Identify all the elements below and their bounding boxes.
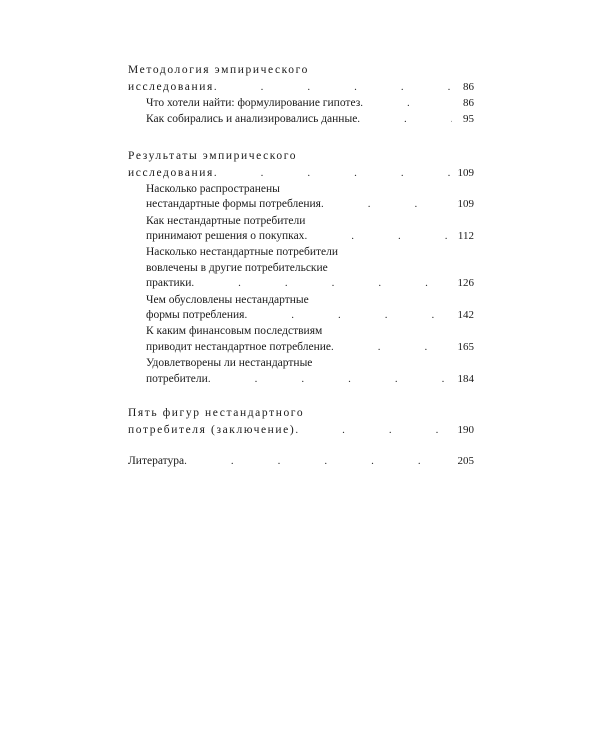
- dot-leader: [331, 340, 452, 355]
- toc-entry: [146, 96, 474, 111]
- dot-leader: [321, 197, 452, 212]
- toc-section-bibliography: [128, 455, 474, 467]
- toc-entry-line: [146, 96, 474, 111]
- toc-entry-text: Чем обусловлены нестандартные: [146, 293, 309, 306]
- toc-entry: [146, 214, 474, 245]
- toc-entry-text: формы потребления: [146, 309, 245, 322]
- dot-leader: [208, 372, 452, 387]
- page-number: 109: [457, 198, 474, 211]
- toc-entry-text: Удовлетворены ли нестандартные: [146, 357, 313, 370]
- page-number: 109: [457, 166, 474, 179]
- section-heading-line: исследования: [128, 166, 214, 179]
- toc-entry-text: практики: [146, 277, 192, 290]
- toc-entry-text: К каким финансовым последствиям: [146, 325, 323, 338]
- table-of-contents: [128, 62, 474, 485]
- toc-entry: [146, 245, 474, 291]
- toc-entry: [146, 324, 474, 355]
- subsection-list: [128, 182, 474, 387]
- toc-entry-line: [146, 340, 474, 355]
- dot-leader: [184, 455, 452, 467]
- toc-entry-text: Как собирались и анализировались данные: [146, 113, 358, 126]
- toc-entry: [146, 182, 474, 213]
- toc-entry-text: потребители: [146, 372, 208, 385]
- page-number: 205: [457, 455, 474, 468]
- page-number: 95: [463, 113, 474, 126]
- toc-entry-line: [146, 229, 474, 244]
- toc-entry-line: [146, 112, 474, 127]
- bibliography-entry: [128, 455, 474, 467]
- page-number: 112: [457, 230, 474, 243]
- toc-section-methodology: [128, 62, 474, 128]
- page-number: 86: [463, 81, 474, 93]
- dot-leader: [304, 229, 452, 244]
- section-heading-line: Методология эмпирического: [128, 64, 309, 76]
- toc-entry-text: Что хотели найти: формулирование гипотез: [146, 97, 361, 109]
- section-heading-line: Пять фигур нестандартного: [128, 407, 305, 420]
- toc-entry-text: Насколько распространены: [146, 182, 280, 195]
- page-number: 86: [463, 97, 474, 109]
- page-number: 165: [457, 340, 474, 353]
- section-heading-last-line: [128, 422, 474, 439]
- page-number: 126: [457, 277, 474, 290]
- toc-entry-text: Как нестандартные потребители: [146, 214, 306, 227]
- dot-leader: [295, 422, 452, 439]
- page-number: 190: [457, 424, 474, 437]
- toc-entry-text: Насколько нестандартные потребители: [146, 246, 339, 259]
- toc-entry-text: вовлечены в другие потребительские: [146, 261, 328, 274]
- page-number: 142: [457, 309, 474, 322]
- toc-entry-line: [146, 372, 474, 387]
- toc-entry: [146, 356, 474, 387]
- toc-entry-text: нестандартные формы потребления: [146, 198, 321, 211]
- dot-leader: [191, 276, 452, 291]
- bibliography-title: Литература: [128, 455, 185, 468]
- toc-section-conclusion: [128, 405, 474, 439]
- toc-entry: [146, 112, 474, 127]
- toc-entry-line: [146, 276, 474, 291]
- toc-entry-line: [146, 308, 474, 323]
- dot-leader: [214, 165, 452, 182]
- section-heading: [128, 148, 474, 182]
- section-heading: [128, 405, 474, 439]
- page-number: 184: [457, 372, 474, 385]
- dot-leader: [357, 112, 452, 127]
- subsection-list: [128, 96, 474, 128]
- section-heading-line: Результаты эмпирического: [128, 149, 298, 162]
- section-heading-last-line: [128, 79, 474, 96]
- toc-section-results: [128, 148, 474, 387]
- dot-leader: [244, 308, 452, 323]
- section-heading-line: потребителя (заключение): [128, 424, 296, 437]
- toc-entry-line: [146, 197, 474, 212]
- section-heading-last-line: [128, 165, 474, 182]
- section-heading: [128, 62, 474, 96]
- dot-leader: [214, 79, 452, 96]
- section-heading-line: исследования: [128, 81, 214, 93]
- dot-leader: [360, 96, 452, 111]
- toc-entry-text: принимают решения о покупках: [146, 230, 305, 243]
- toc-entry: [146, 293, 474, 324]
- toc-entry-text: приводит нестандартное потребление: [146, 340, 332, 353]
